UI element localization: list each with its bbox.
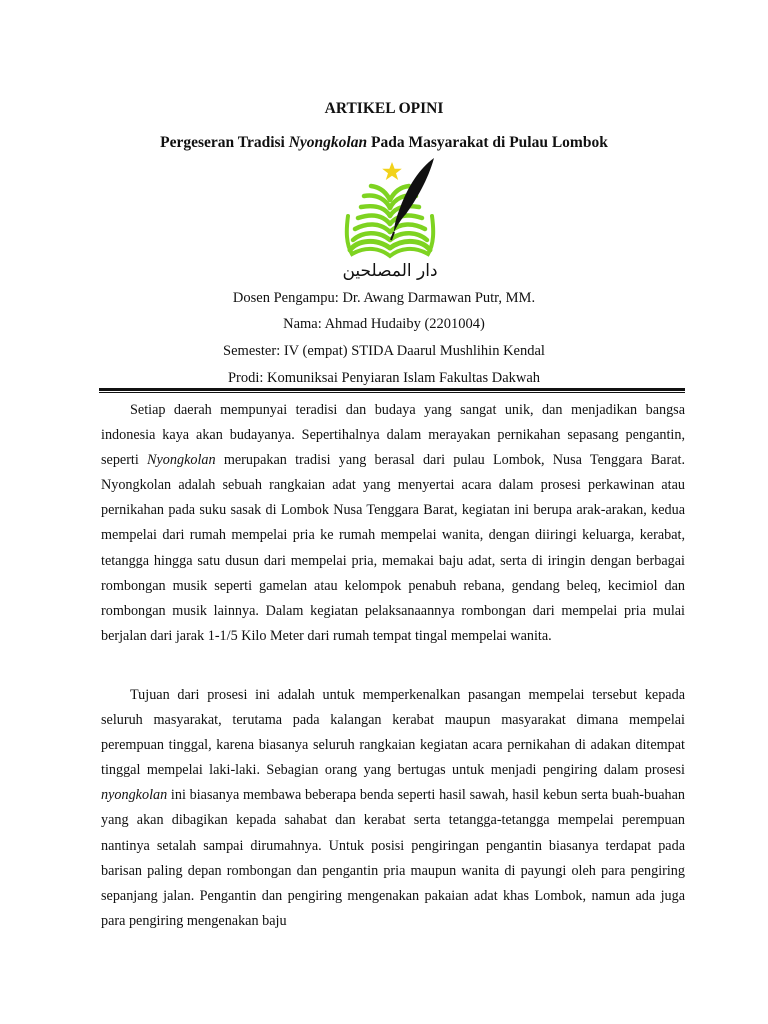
paragraph-2 [101,683,685,934]
semester-line: Semester: IV (empat) STIDA Daarul Mushlihin Kendal [223,343,545,359]
title-part-2: Pada Masyarakat di Pulau Lombok [367,134,608,151]
paragraph-1-italic-term: Nyongkolan [147,452,216,469]
paragraph-1 [101,398,685,649]
open-book-icon [347,186,433,256]
star-icon [382,162,402,180]
paragraph-2-text-a: Tujuan dari prosesi ini adalah untuk memperkenalkan pasangan mempelai tersebut kepada seluruh masyarakat, terutama pada kalangan kerabat maupun masyarakat dimana mempelai perempuan tinggal, karena biasanya seluruh rangkaian kegiatan acara pernikahan di adakan ditempat tinggal mempelai laki-laki. Sebagian orang yang bertugas untuk menjadi pengiring dalam prosesi [101,687,685,779]
header-divider-thick [99,388,685,391]
book-quill-star-logo [340,156,440,282]
header-divider-thin [99,392,685,393]
paragraph-2-text-b: ini biasanya membawa beberapa benda seperti hasil sawah, hasil kebun serta buah-buahan yang akan dibagikan kepada sahabat dan kerabat serta tetangga-tetangga mempelai perempuan nantinya setalah sampai dirumahnya. Untuk posisi pengiringan pengantin biasanya terdapat pada barisan paling depan rombongan dan pengantin pria maupun wanita di payungi oleh para pengiring sepanjang jalan. Pengantin dan pengiring mengenakan pakaian adat khas Lombok, namun ada juga para pengiring mengenakan baju [101,787,685,929]
paragraph-1-text-b: merupakan tradisi yang berasal dari pulau Lombok, Nusa Tenggara Barat. Nyongkolan adalah sebuah rangkaian adat yang menyertai acara dalam prosesi perkawinan atau pernikahan pada suku sasak di Lombok Nusa Tenggara Barat, kegiatan ini berupa arak-arakan, kedua mempelai dari rumah mempelai pria ke rumah mempelai wanita, dengan diiringi keluarga, kerabat, tetangga hingga satu dusun dari mempelai pria, memakai baju adat, serta di iringin dengan berbagai rombongan musik seperti gamelan atau kelompok penabuh rebana, gendang beleq, kecimiol dan rombongan musik lainnya. Dalam kegiatan pelaksanaannya rombongan dari mempelai pria mulai berjalan dari jarak 1-1/5 Kilo Meter dari rumah tempat tingal mempelai wanita. [101,452,685,644]
article-title [0,134,768,152]
student-name-line: Nama: Ahmad Hudaiby (2201004) [283,316,485,332]
study-program-line: Prodi: Komuniksai Penyiaran Islam Fakultas Dakwah [227,370,541,386]
article-heading: ARTIKEL OPINI [324,100,444,117]
logo-arabic-text: دار المصلحين [342,261,438,281]
lecturer-line: Dosen Pengampu: Dr. Awang Darmawan Putr, MM. [232,290,536,306]
title-italic-term: Nyongkolan [288,134,368,151]
paragraph-2-italic-term: nyongkolan [101,787,168,804]
paragraph-1-text-a: Setiap daerah mempunyai teradisi dan budaya yang sangat unik, dan menjadikan bangsa indonesia kaya akan budayanya. Sepertihalnya dalam merayakan pernikahan sepasang pengantin, seperti [101,402,685,469]
title-part-1: Pergeseran Tradisi [160,134,289,151]
